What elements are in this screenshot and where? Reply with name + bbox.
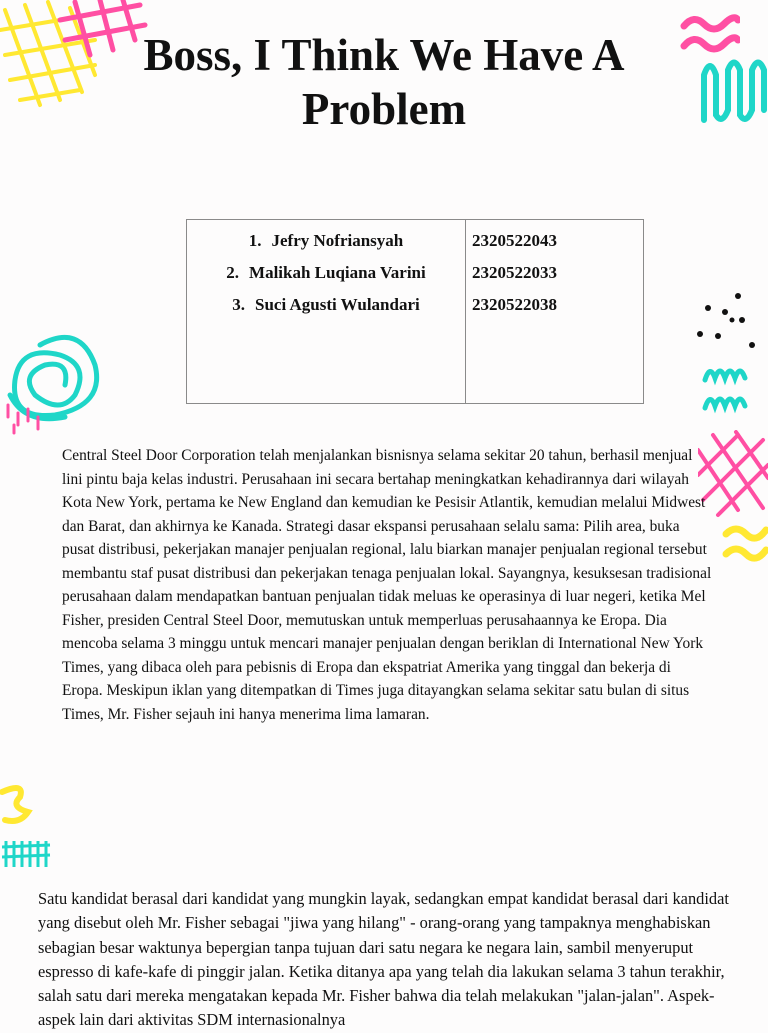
table-row — [187, 220, 644, 404]
members-table — [186, 219, 644, 404]
list-number: 2. — [226, 263, 240, 282]
yellow-wave-doodle — [722, 520, 768, 565]
list-number: 1. — [248, 231, 262, 250]
document-title — [0, 28, 768, 136]
title-line-1: Boss, I Think We Have A — [143, 30, 625, 80]
teal-fence-doodle — [0, 835, 55, 870]
member-name: Jefry Nofriansyah — [271, 231, 404, 250]
title-line-2: Problem — [301, 84, 467, 134]
member-name-line — [193, 292, 459, 324]
yellow-swirl-doodle — [0, 782, 35, 827]
member-name-line — [193, 260, 459, 292]
member-id: 2320522033 — [472, 263, 557, 282]
teal-scribble-doodle — [0, 325, 110, 435]
member-ids-cell — [466, 220, 644, 404]
member-name-line — [193, 228, 459, 260]
case-paragraph-2: Satu kandidat berasal dari kandidat yang mungkin layak, sedangkan empat kandidat berasal dari kandidat yang disebut oleh Mr. Fisher sebagai "jiwa yang hilang" - orang-orang yang tampaknya menghabiskan sebagian besar waktunya bepergian tanpa tujuan dari satu negara ke negara lain, sambil menyeruput espresso di kafe-kafe di pinggir jalan. Ketika ditanya apa yang telah dia lakukan selama 3 tahun terakhir, salah satu dari mereka mengatakan kepada Mr. Fisher bahwa dia telah melakukan "jalan-jalan". Aspek-aspek lain dari aktivitas SDM internasionalnya — [38, 889, 729, 1030]
member-id: 2320522043 — [472, 231, 557, 250]
member-name: Malikah Luqiana Varini — [249, 263, 426, 282]
list-number: 3. — [232, 295, 246, 314]
case-paragraph-1: Central Steel Door Corporation telah menjalankan bisnisnya selama sekitar 20 tahun, berhasil menjual lini pintu baja kelas industri. Perusahaan ini secara bertahap meningkatkan kehadirannya dari wilayah Kota New York, pertama ke New England dan kemudian ke Pesisir Atlantik, kemudian melalui Midwest dan Barat, dan akhirnya ke Kanada. Strategi dasar ekspansi perusahaan selalu sama: Pilih area, buka pusat distribusi, pekerjakan manajer penjualan regional, lalu biarkan manajer penjualan regional tersebut membantu staf pusat distribusi dan pekerjakan tenaga penjualan lokal. Sayangnya, kesuksesan tradisional perusahaan dalam mendapatkan bantuan penjualan tidak meluas ke operasinya di luar negeri, ketika Mel Fisher, presiden Central Steel Door, memutuskan untuk memperluas perusahaannya ke Eropa. Dia mencoba selama 3 minggu untuk mencari manajer penjualan dengan beriklan di International New York Times, yang dibaca oleh para pebisnis di Eropa dan ekspatriat Amerika yang tinggal dan bekerja di Eropa. Meskipun iklan yang ditempatkan di Times juga ditayangkan selama sekitar satu bulan di situs Times, Mr. Fisher sejauh ini hanya menerima lima lamaran. — [62, 447, 712, 723]
member-name: Suci Agusti Wulandari — [255, 295, 420, 314]
member-id: 2320522038 — [472, 295, 557, 314]
teal-squiggle-doodle — [700, 360, 755, 415]
member-names-cell — [187, 220, 466, 404]
black-dots-doodle — [692, 290, 762, 350]
